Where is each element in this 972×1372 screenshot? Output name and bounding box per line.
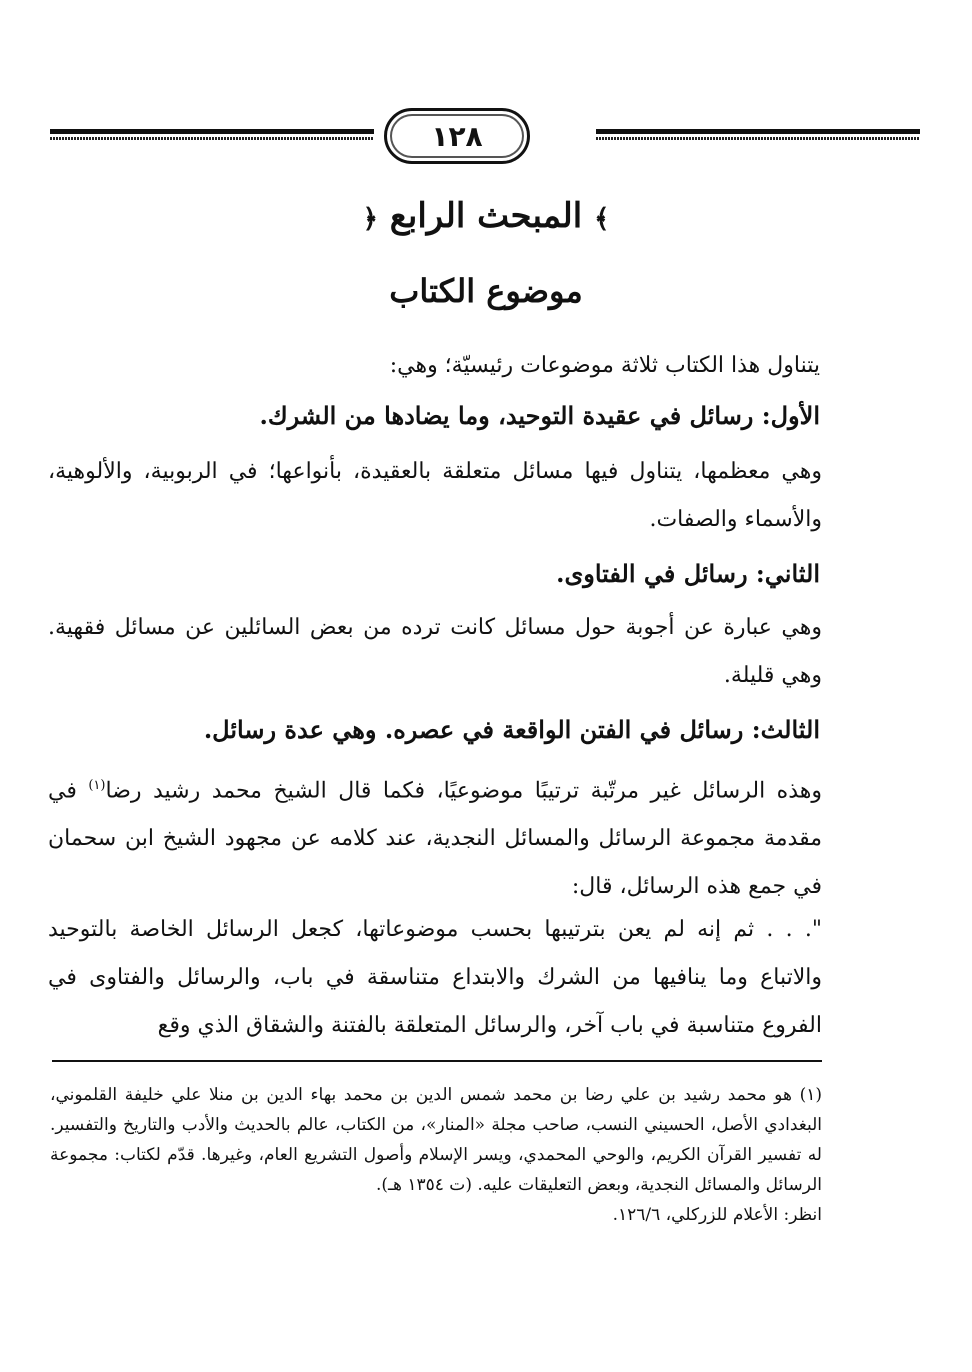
header-rule-right: [596, 128, 920, 142]
first-topic-text: وهي معظمها، يتناول فيها مسائل متعلقة بالعقيدة، بأنواعها؛ في الربوبية، والألوهية، والأسماء والصفات.: [48, 459, 822, 532]
section-title-text: المبحث الرابع: [389, 196, 583, 236]
footnote-reference[interactable]: (١): [88, 778, 106, 793]
footnote-divider: [52, 1060, 822, 1062]
main-paragraph: [48, 762, 822, 911]
ornament-right: ﴾: [594, 204, 610, 234]
subject-title: موضوع الكتاب: [389, 272, 583, 310]
ornament-left: ﴿: [362, 204, 378, 234]
main-paragraph-text-1: وهذه الرسائل غير مرتّبة ترتيبًا موضوعيًا، فكما قال الشيخ محمد رشيد رضا: [105, 778, 822, 804]
header-rule-left: [50, 128, 374, 142]
second-topic-text: وهي عبارة عن أجوبة حول مسائل كانت ترده من بعض السائلين عن مسائل فقهية. وهي قليلة.: [48, 615, 822, 688]
third-topic-heading: الثالث: رسائل في الفتن الواقعة في عصره. وهي عدة رسائل.: [203, 715, 820, 744]
first-topic-heading: الأول: رسائل في عقيدة التوحيد، وما يضادها من الشرك.: [259, 401, 820, 430]
footnotes: [50, 1080, 822, 1230]
second-topic-heading: الثاني: رسائل في الفتاوى.: [556, 559, 820, 588]
page-header: [50, 108, 920, 164]
main-paragraph-text-2: في مقدمة مجموعة الرسائل والمسائل النجدية، عند كلامه عن مجهود الشيخ ابن سحمان في جمع هذه الرسائل، قال:: [48, 778, 822, 900]
page-number: ١٢٨: [384, 108, 530, 164]
section-title: [100, 196, 872, 236]
footnote-source: انظر: الأعلام للزركلي، ١٢٦/٦.: [612, 1205, 822, 1225]
intro-paragraph: يتناول هذا الكتاب ثلاثة موضوعات رئيسيّة؛ وهي:: [389, 353, 820, 378]
quote-paragraph: ". . . ثم إنه لم يعن بترتيبها بحسب موضوعاتها، كجعل الرسائل الخاصة بالتوحيد والاتباع وما ينافيها من الشرك والابتداع متناسقة في باب، والرسائل والفتاوى في الفروع متناسبة في باب آخر، والرسائل المتعلقة بالفتنة والشقاق الذي وقع: [48, 917, 822, 1038]
footnote-1: (١) هو محمد رشيد بن علي رضا بن محمد شمس الدين بن محمد بهاء الدين بن منلا علي خليفة القلموني، البغدادي الأصل، الحسيني النسب، صاحب مجلة «المنار»، من الكتاب، عالم بالحديث والأدب والتاريخ والتفسير. له تفسير القرآن الكريم، والوحي المحمدي، ويسر الإسلام وأصول التشريع العام، وغيرها. قدّم لكتاب: مجموعة الرسائل والمسائل النجدية، وبعض التعليقات عليه. (ت ١٣٥٤ هـ).: [50, 1085, 822, 1195]
